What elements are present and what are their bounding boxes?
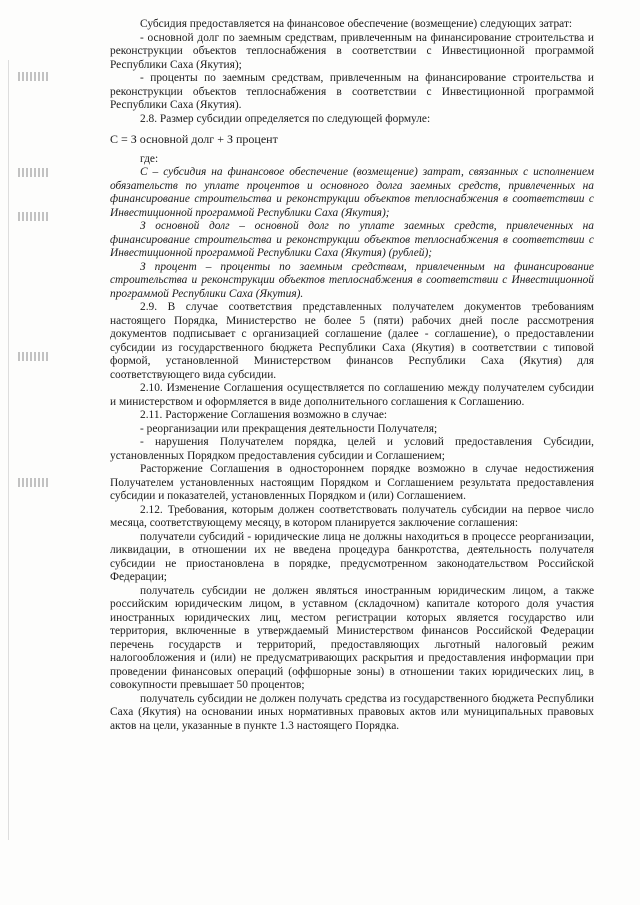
paragraph-2-11-reorg: - реорганизации или прекращения деятельности Получателя;	[140, 422, 438, 435]
paragraph-termination: Расторжение Соглашения в одностороннем порядке возможно в случае недостижения Получателем установленных настоящим Порядком и Соглашением результата предоставления субсидии и показателей, установленных Порядком и (или) Соглашением.	[110, 463, 594, 502]
definition-principal: З основной долг – основной долг по уплате заемных средств, привлеченных на финансирование строительства и реконструкции объектов теплоснабжения в соответствии с Инвестиционной программой Республики Саха (Якутия) (рублей);	[110, 220, 594, 259]
requirement-other-funds: получатель субсидии не должен получать средства из государственного бюджета Республики Саха (Якутия) на основании иных нормативных правовых актов или муниципальных правовых актов на цели, указанные в пункте 1.3 настоящего Порядка.	[110, 692, 594, 732]
scan-mark-4	[18, 352, 48, 361]
formula: С = З основной долг + З процент	[110, 132, 278, 146]
paragraph-expense-principal: - основной долг по заемным средствам, привлеченным на финансирование строительства и реконструкции объектов теплоснабжения в соответствии с Инвестиционной программой Республики Саха (Якутия);	[110, 31, 594, 71]
definition-c: С – субсидия на финансовое обеспечение (возмещение) затрат, связанных с исполнением обязательств по уплате процентов и основного долга заемных средств, привлеченных на финансирование строительства и реконструкции объектов теплоснабжения в соответствии с Инвестиционной программой Республики Саха (Якутия);	[110, 166, 594, 219]
paragraph-2-8: 2.8. Размер субсидии определяется по следующей формуле:	[140, 112, 431, 125]
scan-mark-2	[18, 168, 48, 177]
definition-interest: З процент – проценты по заемным средствам, привлеченным на финансирование строительства и реконструкции объектов теплоснабжения в соответствии с Инвестиционной программой Республики Саха (Якутия).	[110, 260, 594, 300]
paragraph-2-12: 2.12. Требования, которым должен соответствовать получатель субсидии на первое число месяца, соответствующему месяцу, в котором планируется заключение соглашения:	[110, 503, 594, 529]
paragraph-2-10: 2.10. Изменение Соглашения осуществляется по соглашению между получателем субсидии и министерством и оформляется в виде дополнительного соглашения к Соглашению.	[110, 382, 594, 408]
scan-mark-5	[18, 478, 48, 487]
requirement-foreign-entity: получатель субсидии не должен являться иностранным юридическим лицом, а также российским юридическим лицом, в уставном (складочном) капитале которого доля участия иностранных юридических лиц, местом регистрации которых является государство или территория, включенные в утверждаемый Министерством финансов Российской Федерации перечень государств и территорий, предоставляющих льготный налоговый режим налогообложения и (или) не предусматривающих раскрытия и предоставления информации при проведении финансовых операций (оффшорные зоны) в отношении таких юридических лиц, в совокупности превышает 50 процентов;	[110, 584, 594, 691]
scan-mark-1	[18, 72, 48, 81]
paragraph-2-9: 2.9. В случае соответствия представленных получателем документов требованиям настоящего Порядка, Министерство не более 5 (пяти) рабочих дней после рассмотрения документов подписывает с организацией соглашение (далее - соглашение), о предоставлении субсидии из государственного бюджета Республики Саха (Якутия) в соответствии с типовой формой, установленной Министерством финансов Республики Саха (Якутия) для соответствующего вида субсидии.	[110, 301, 594, 381]
edge-line	[8, 60, 9, 840]
paragraph-expense-interest: - проценты по заемным средствам, привлеченным на финансирование строительства и реконструкции объектов теплоснабжения в соответствии с Инвестиционной программой Республики Саха (Якутия).	[110, 72, 594, 111]
requirement-reorganization: получатели субсидий - юридические лица не должны находиться в процессе реорганизации, ликвидации, в отношении их не введена процедура банкротства, деятельность получателя субсидии не приостановлена в порядке, предусмотренном законодательством Российской Федерации;	[110, 530, 594, 583]
paragraph-intro: Субсидия предоставляется на финансовое обеспечение (возмещение) следующих затрат:	[140, 18, 573, 30]
paragraph-where: где:	[140, 152, 159, 165]
paragraph-2-11-violation: - нарушения Получателем порядка, целей и условий предоставления Субсидии, установленных Порядком предоставления субсидии и Соглашением;	[110, 436, 594, 462]
paragraph-2-11: 2.11. Расторжение Соглашения возможно в случае:	[140, 409, 388, 421]
scan-mark-3	[18, 212, 48, 221]
